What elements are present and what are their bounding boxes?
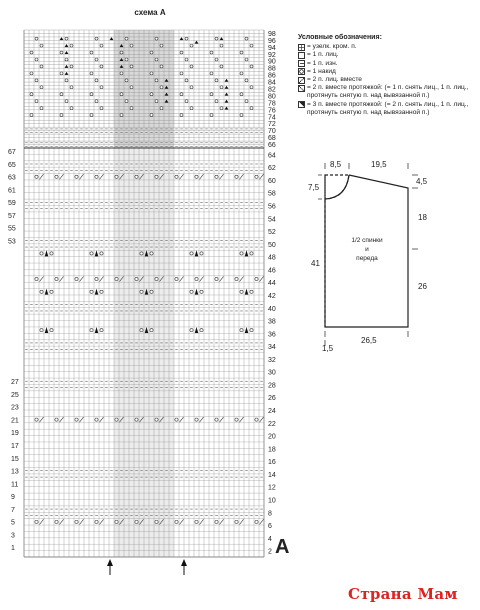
row-number: 15 (11, 455, 19, 463)
row-number: 7 (11, 506, 15, 514)
row-number: 27 (11, 379, 19, 387)
legend-item: = узелк. кром. п. (298, 43, 476, 51)
row-number: 58 (268, 190, 276, 198)
row-number: 92 (268, 51, 276, 59)
row-number: 54 (268, 216, 276, 224)
row-number: 50 (268, 241, 276, 249)
row-number: 63 (8, 174, 16, 182)
row-number: 52 (268, 229, 276, 237)
row-number: 68 (268, 135, 276, 143)
row-number: 62 (268, 165, 276, 173)
watermark: Страна Мам (348, 585, 458, 603)
row-number: 25 (11, 391, 19, 399)
row-number: 65 (8, 161, 16, 169)
row-number: 8 (268, 510, 272, 518)
row-number: 14 (268, 471, 276, 479)
row-number: 90 (268, 58, 276, 66)
row-number: 98 (268, 30, 276, 38)
legend-item: = 1 п. изн. (298, 60, 476, 68)
legend-item: = 2 п. лиц. вместе (298, 76, 476, 84)
row-number: 59 (8, 200, 16, 208)
row-number: 44 (268, 280, 276, 288)
row-number: 72 (268, 121, 276, 129)
label-shoulder-offset: 8,5 (330, 160, 342, 169)
row-number: 40 (268, 305, 276, 313)
chart-title: схема А (134, 8, 166, 17)
row-number: 46 (268, 267, 276, 275)
row-number: 84 (268, 79, 276, 87)
row-number: 17 (11, 442, 19, 450)
row-number: 19 (11, 430, 19, 438)
row-number: 53 (8, 238, 16, 246)
row-number: 78 (268, 100, 276, 108)
label-neck-width: 19,5 (371, 160, 387, 169)
label-side-length: 26 (418, 282, 427, 291)
legend-item: = 3 п. вместе протяжкой: (= 2 п. снять лиц., 1 п. лиц., протянуть снятую п. над вывязанной п.) (298, 101, 476, 117)
label-hem: 1,5 (322, 344, 334, 353)
row-number: 24 (268, 408, 276, 416)
legend-item: = 2 п. вместе протяжкой: (= 1 п. снять лиц., 1 п. лиц., протянуть снятую п. над вывязанной п.) (298, 84, 476, 100)
row-number: 23 (11, 404, 19, 412)
row-number: 94 (268, 44, 276, 52)
row-number: 16 (268, 459, 276, 467)
row-number: 13 (11, 468, 19, 476)
label-center-2: и (365, 246, 369, 253)
row-number: 2 (268, 548, 272, 556)
row-number: 88 (268, 65, 276, 73)
label-half-width: 26,5 (361, 336, 377, 345)
row-number: 9 (11, 494, 15, 502)
label-center-3: переда (356, 255, 378, 262)
row-number: 48 (268, 254, 276, 262)
row-number: 76 (268, 107, 276, 115)
row-number: 66 (268, 142, 276, 150)
label-armhole-depth: 18 (418, 213, 427, 222)
row-number: 60 (268, 177, 276, 185)
row-number: 20 (268, 433, 276, 441)
row-number: 74 (268, 114, 276, 122)
row-number: 10 (268, 497, 276, 505)
row-number: 22 (268, 420, 276, 428)
row-number: 12 (268, 484, 276, 492)
row-number: 36 (268, 331, 276, 339)
row-number: 1 (11, 545, 15, 553)
row-number: 61 (8, 187, 16, 195)
row-number: 3 (11, 532, 15, 540)
scheme-letter: A (275, 536, 290, 558)
row-number: 57 (8, 212, 16, 220)
row-number: 26 (268, 395, 276, 403)
row-number: 82 (268, 86, 276, 94)
row-number: 64 (268, 152, 276, 160)
row-number: 67 (8, 149, 16, 156)
row-number: 11 (11, 481, 19, 489)
legend-title: Условные обозначения: (298, 34, 382, 41)
label-shoulder-drop: 4,5 (416, 177, 428, 186)
label-center-1: 1/2 спинки (351, 237, 383, 244)
label-total-length: 41 (311, 259, 320, 268)
row-number: 28 (268, 382, 276, 390)
row-number: 32 (268, 356, 276, 364)
row-number: 55 (8, 225, 16, 233)
row-number: 30 (268, 369, 276, 377)
row-number: 21 (11, 417, 19, 425)
row-number: 6 (268, 523, 272, 531)
row-number: 56 (268, 203, 276, 211)
row-number: 42 (268, 292, 276, 300)
row-number: 38 (268, 318, 276, 326)
legend-item: = 1 п. лиц. (298, 51, 476, 59)
row-number: 80 (268, 93, 276, 101)
row-number: 18 (268, 446, 276, 454)
row-number: 70 (268, 128, 276, 136)
label-neck-depth: 7,5 (308, 183, 320, 192)
row-number: 86 (268, 72, 276, 80)
row-number: 5 (11, 519, 15, 527)
row-number: 34 (268, 344, 276, 352)
legend-item: = 1 накид (298, 68, 476, 76)
row-number: 4 (268, 535, 272, 543)
row-number: 96 (268, 37, 276, 45)
